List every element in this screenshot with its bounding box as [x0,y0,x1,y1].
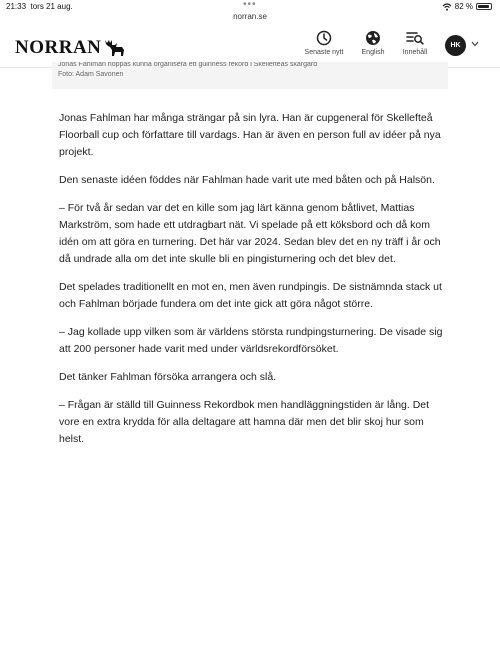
status-right [442,2,492,11]
globe-icon [365,30,381,46]
article-body [59,110,443,459]
article-paragraph: – För två år sedan var det en kille som jag lärt känna genom båtlivet, Mattias Markström, som hade ett utdragbart nät. Vi spelade på ett köksbord och då kom idén om att göra en turnering. Det här var 2024. Sedan blev det en ny träff i år och då undrade alla om det inte skulle bli en pingisturnering och det blev det. [59,202,441,265]
image-caption [52,62,448,89]
article-paragraph: Det spelades traditionellt en mot en, men även rundpingis. De sistnämnda stack ut och Fahlman började fundera om det inte gick att göra något större. [59,281,442,310]
wifi-icon [442,3,452,11]
article-paragraph: Den senaste idéen föddes när Fahlman hade varit ute med båten och på Halsön. [59,174,435,186]
photo-credit: Foto: Adam Savonen [58,71,124,78]
nav-latest-news-label: Senaste nytt [304,49,344,56]
battery-percent: 82 % [454,2,473,11]
clock-icon [316,30,332,46]
address-bar[interactable]: norran.se [233,12,267,21]
moose-icon [103,38,125,58]
caption-text: Jonas Fahlman hoppas kunna organisera ett guinness rekord i Skellefteås skärgård [58,62,318,68]
multitask-dots[interactable]: ••• [243,0,257,10]
user-avatar[interactable]: HK [445,35,466,56]
logo-text: NORRAN [15,37,102,58]
nav-english-label: English [361,49,385,56]
site-logo[interactable] [15,37,125,59]
nav-latest-news[interactable] [299,30,349,56]
article-paragraph: – Frågan är ställd till Guinness Rekordbok men handläggningstiden är lång. Det vore en extra krydda för alla deltagare att hamna där men det blir skoj hur som helst. [59,399,430,445]
status-time: 21:33 tors 21 aug. [6,2,73,11]
battery-icon [476,3,492,10]
article-paragraph: – Jag kollade upp vilken som är världens största rundpingsturnering. De visade sig att 200 personer hade varit med under världsrekordförsöket. [59,326,443,355]
article-paragraph: Det tänker Fahlman försöka arrangera och slå. [59,371,277,383]
nav-contents[interactable] [390,30,440,56]
chevron-down-icon[interactable] [471,41,479,47]
article-paragraph: Jonas Fahlman har många strängar på sin lyra. Han är cupgeneral för Skellefteå Floorball cup och författare till vardags. Han är även en person full av idéer på nya projekt. [59,112,441,158]
nav-contents-label: Innehåll [402,49,428,56]
menu-search-icon [406,30,424,46]
